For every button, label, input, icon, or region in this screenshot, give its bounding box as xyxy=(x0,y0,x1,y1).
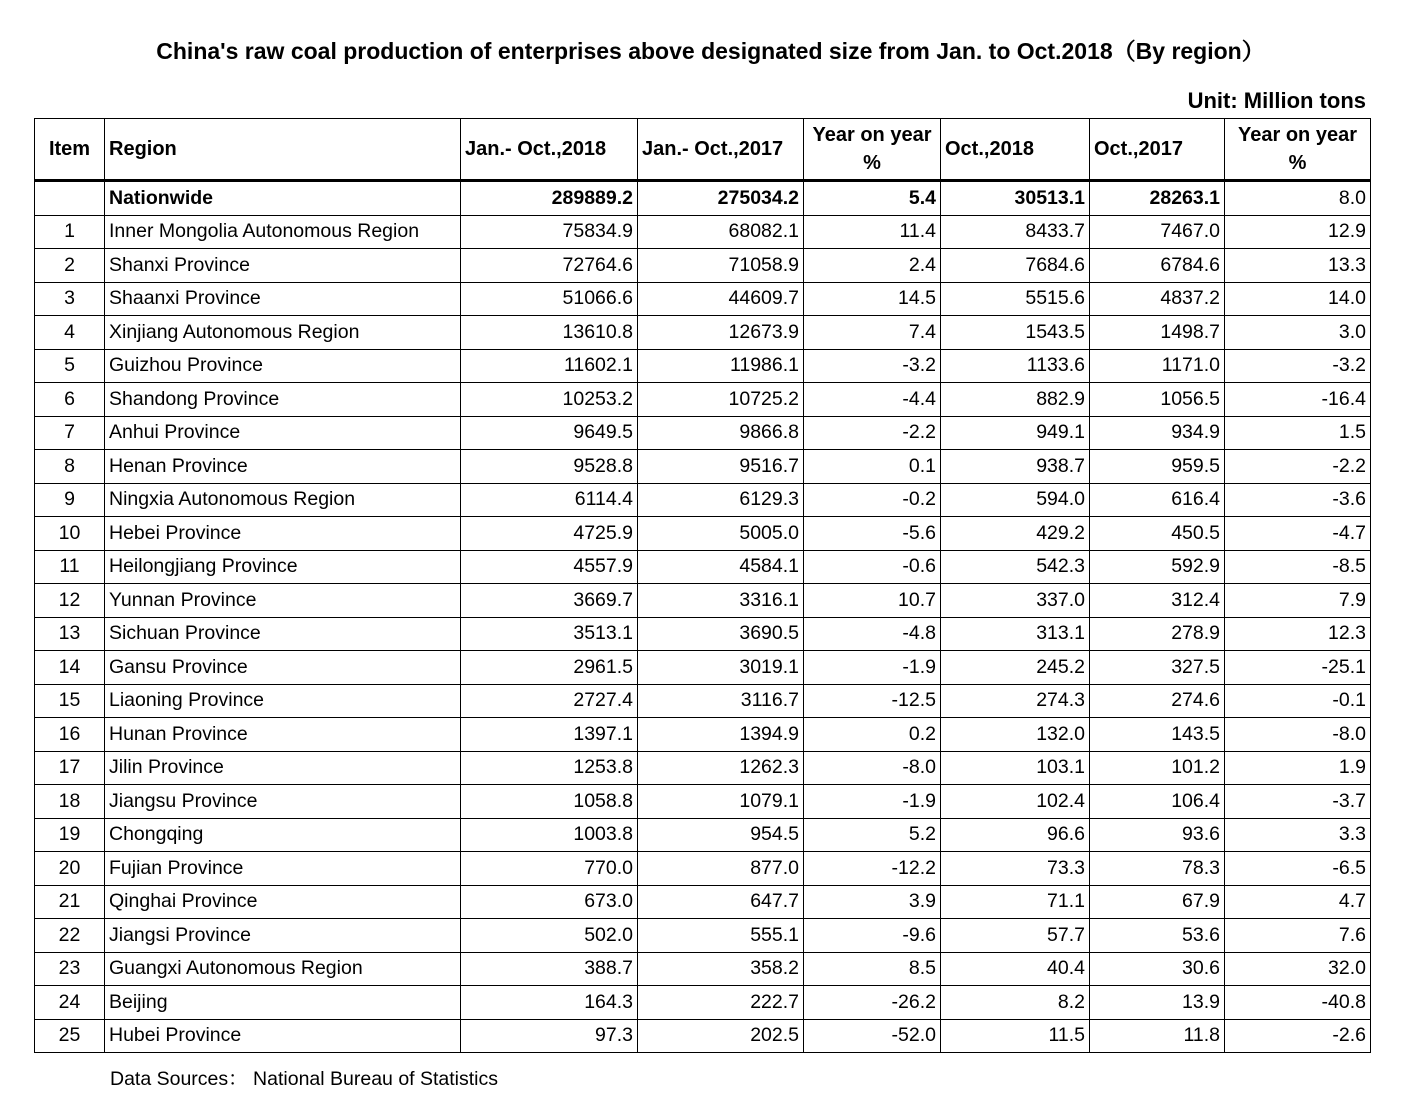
cell-yoy-monthly: -8.5 xyxy=(1225,550,1371,584)
cell-jan-oct-2017: 222.7 xyxy=(638,986,804,1020)
cell-yoy-cumulative: 3.9 xyxy=(804,885,941,919)
table-row xyxy=(35,450,1371,484)
table-row xyxy=(35,919,1371,953)
cell-jan-oct-2017: 954.5 xyxy=(638,818,804,852)
cell-oct-2017: 78.3 xyxy=(1090,852,1225,886)
cell-jan-oct-2018: 673.0 xyxy=(461,885,638,919)
cell-oct-2017: 30.6 xyxy=(1090,952,1225,986)
cell-jan-oct-2018: 9649.5 xyxy=(461,416,638,450)
table-row xyxy=(35,349,1371,383)
cell-oct-2018: 949.1 xyxy=(941,416,1090,450)
cell-yoy-cumulative: -3.2 xyxy=(804,349,941,383)
cell-oct-2017: 13.9 xyxy=(1090,986,1225,1020)
cell-oct-2017: 4837.2 xyxy=(1090,282,1225,316)
cell-yoy-monthly: -6.5 xyxy=(1225,852,1371,886)
cell-jan-oct-2017: 71058.9 xyxy=(638,249,804,283)
header-jan-oct-2018: Jan.- Oct.,2018 xyxy=(461,119,638,181)
cell-region: Xinjiang Autonomous Region xyxy=(105,316,461,350)
cell-region: Qinghai Province xyxy=(105,885,461,919)
cell-yoy-monthly: 14.0 xyxy=(1225,282,1371,316)
cell-yoy-monthly: -3.6 xyxy=(1225,483,1371,517)
cell-jan-oct-2018: 51066.6 xyxy=(461,282,638,316)
cell-oct-2018: 313.1 xyxy=(941,617,1090,651)
header-oct-2018: Oct.,2018 xyxy=(941,119,1090,181)
table-row xyxy=(35,818,1371,852)
cell-jan-oct-2018: 388.7 xyxy=(461,952,638,986)
cell-oct-2018: 96.6 xyxy=(941,818,1090,852)
cell-jan-oct-2018: 75834.9 xyxy=(461,215,638,249)
cell-yoy-cumulative: -4.8 xyxy=(804,617,941,651)
cell-yoy-cumulative: 5.2 xyxy=(804,818,941,852)
cell-yoy-monthly: -8.0 xyxy=(1225,718,1371,752)
cell-yoy-monthly: 7.9 xyxy=(1225,584,1371,618)
cell-item: 8 xyxy=(35,450,105,484)
table-row xyxy=(35,684,1371,718)
cell-jan-oct-2018: 289889.2 xyxy=(461,181,638,216)
cell-jan-oct-2017: 1394.9 xyxy=(638,718,804,752)
table-row xyxy=(35,383,1371,417)
table-row xyxy=(35,483,1371,517)
cell-item: 22 xyxy=(35,919,105,953)
cell-jan-oct-2018: 11602.1 xyxy=(461,349,638,383)
table-row xyxy=(35,584,1371,618)
cell-oct-2018: 938.7 xyxy=(941,450,1090,484)
cell-region: Sichuan Province xyxy=(105,617,461,651)
cell-yoy-monthly: -4.7 xyxy=(1225,517,1371,551)
cell-oct-2018: 337.0 xyxy=(941,584,1090,618)
cell-region: Henan Province xyxy=(105,450,461,484)
cell-jan-oct-2018: 3513.1 xyxy=(461,617,638,651)
cell-yoy-monthly: -40.8 xyxy=(1225,986,1371,1020)
cell-oct-2018: 11.5 xyxy=(941,1019,1090,1053)
cell-oct-2017: 934.9 xyxy=(1090,416,1225,450)
cell-oct-2017: 959.5 xyxy=(1090,450,1225,484)
data-source-note: Data Sources： National Bureau of Statistics xyxy=(110,1068,499,1090)
cell-oct-2018: 882.9 xyxy=(941,383,1090,417)
cell-region: Guizhou Province xyxy=(105,349,461,383)
cell-region: Jiangsu Province xyxy=(105,785,461,819)
cell-jan-oct-2018: 3669.7 xyxy=(461,584,638,618)
cell-jan-oct-2017: 68082.1 xyxy=(638,215,804,249)
cell-item: 7 xyxy=(35,416,105,450)
cell-yoy-monthly: 12.9 xyxy=(1225,215,1371,249)
cell-oct-2017: 6784.6 xyxy=(1090,249,1225,283)
cell-yoy-monthly: 4.7 xyxy=(1225,885,1371,919)
cell-yoy-cumulative: -4.4 xyxy=(804,383,941,417)
cell-item xyxy=(35,181,105,216)
table-row xyxy=(35,885,1371,919)
cell-oct-2017: 327.5 xyxy=(1090,651,1225,685)
cell-oct-2018: 8433.7 xyxy=(941,215,1090,249)
cell-yoy-monthly: 1.9 xyxy=(1225,751,1371,785)
cell-oct-2018: 245.2 xyxy=(941,651,1090,685)
cell-oct-2018: 1133.6 xyxy=(941,349,1090,383)
cell-item: 17 xyxy=(35,751,105,785)
cell-jan-oct-2017: 12673.9 xyxy=(638,316,804,350)
cell-yoy-cumulative: 14.5 xyxy=(804,282,941,316)
cell-item: 3 xyxy=(35,282,105,316)
header-jan-oct-2017: Jan.- Oct.,2017 xyxy=(638,119,804,181)
cell-region: Shaanxi Province xyxy=(105,282,461,316)
cell-jan-oct-2017: 9866.8 xyxy=(638,416,804,450)
table-row xyxy=(35,751,1371,785)
cell-jan-oct-2018: 1397.1 xyxy=(461,718,638,752)
cell-yoy-monthly: -3.2 xyxy=(1225,349,1371,383)
cell-oct-2017: 1498.7 xyxy=(1090,316,1225,350)
cell-oct-2018: 71.1 xyxy=(941,885,1090,919)
cell-region: Anhui Province xyxy=(105,416,461,450)
cell-yoy-monthly: -2.6 xyxy=(1225,1019,1371,1053)
cell-oct-2017: 7467.0 xyxy=(1090,215,1225,249)
cell-jan-oct-2017: 1262.3 xyxy=(638,751,804,785)
cell-yoy-cumulative: 2.4 xyxy=(804,249,941,283)
cell-oct-2017: 450.5 xyxy=(1090,517,1225,551)
cell-yoy-cumulative: -1.9 xyxy=(804,651,941,685)
cell-jan-oct-2018: 2727.4 xyxy=(461,684,638,718)
cell-jan-oct-2017: 5005.0 xyxy=(638,517,804,551)
cell-jan-oct-2017: 6129.3 xyxy=(638,483,804,517)
header-yoy-cumulative-line1: Year on year xyxy=(812,124,932,146)
cell-oct-2017: 101.2 xyxy=(1090,751,1225,785)
cell-region: Inner Mongolia Autonomous Region xyxy=(105,215,461,249)
cell-oct-2017: 274.6 xyxy=(1090,684,1225,718)
cell-oct-2018: 103.1 xyxy=(941,751,1090,785)
table-row xyxy=(35,550,1371,584)
cell-item: 24 xyxy=(35,986,105,1020)
cell-item: 4 xyxy=(35,316,105,350)
cell-yoy-cumulative: 10.7 xyxy=(804,584,941,618)
cell-region: Chongqing xyxy=(105,818,461,852)
cell-jan-oct-2018: 4725.9 xyxy=(461,517,638,551)
nationwide-row xyxy=(35,181,1371,216)
cell-yoy-monthly: 12.3 xyxy=(1225,617,1371,651)
cell-jan-oct-2017: 3019.1 xyxy=(638,651,804,685)
cell-oct-2018: 132.0 xyxy=(941,718,1090,752)
cell-yoy-cumulative: -9.6 xyxy=(804,919,941,953)
cell-oct-2018: 429.2 xyxy=(941,517,1090,551)
cell-region: Hubei Province xyxy=(105,1019,461,1053)
cell-jan-oct-2018: 502.0 xyxy=(461,919,638,953)
cell-region: Hunan Province xyxy=(105,718,461,752)
cell-oct-2018: 594.0 xyxy=(941,483,1090,517)
cell-jan-oct-2018: 13610.8 xyxy=(461,316,638,350)
cell-region: Beijing xyxy=(105,986,461,1020)
cell-yoy-cumulative: -12.5 xyxy=(804,684,941,718)
cell-item: 11 xyxy=(35,550,105,584)
cell-jan-oct-2018: 10253.2 xyxy=(461,383,638,417)
table-row xyxy=(35,416,1371,450)
cell-item: 1 xyxy=(35,215,105,249)
cell-yoy-monthly: -3.7 xyxy=(1225,785,1371,819)
cell-oct-2017: 28263.1 xyxy=(1090,181,1225,216)
cell-yoy-cumulative: -0.6 xyxy=(804,550,941,584)
cell-region: Guangxi Autonomous Region xyxy=(105,952,461,986)
cell-oct-2017: 592.9 xyxy=(1090,550,1225,584)
cell-oct-2017: 278.9 xyxy=(1090,617,1225,651)
cell-region: Gansu Province xyxy=(105,651,461,685)
cell-jan-oct-2017: 202.5 xyxy=(638,1019,804,1053)
cell-jan-oct-2018: 1253.8 xyxy=(461,751,638,785)
table-row xyxy=(35,986,1371,1020)
cell-yoy-cumulative: -1.9 xyxy=(804,785,941,819)
cell-jan-oct-2018: 6114.4 xyxy=(461,483,638,517)
cell-yoy-monthly: 32.0 xyxy=(1225,952,1371,986)
cell-oct-2017: 1171.0 xyxy=(1090,349,1225,383)
cell-jan-oct-2017: 3316.1 xyxy=(638,584,804,618)
unit-label: Unit: Million tons xyxy=(1187,88,1366,113)
cell-jan-oct-2017: 877.0 xyxy=(638,852,804,886)
cell-region: Shanxi Province xyxy=(105,249,461,283)
cell-oct-2017: 1056.5 xyxy=(1090,383,1225,417)
cell-jan-oct-2017: 11986.1 xyxy=(638,349,804,383)
table-row xyxy=(35,1019,1371,1053)
cell-region: Fujian Province xyxy=(105,852,461,886)
page-title: China's raw coal production of enterprises above designated size from Jan. to Oct.2018（By region） xyxy=(156,38,1265,64)
cell-yoy-monthly: -0.1 xyxy=(1225,684,1371,718)
cell-jan-oct-2017: 10725.2 xyxy=(638,383,804,417)
table-row xyxy=(35,852,1371,886)
header-yoy-monthly-line2: % xyxy=(1288,152,1307,174)
header-region: Region xyxy=(105,119,461,181)
cell-yoy-cumulative: 5.4 xyxy=(804,181,941,216)
cell-item: 25 xyxy=(35,1019,105,1053)
cell-yoy-cumulative: -8.0 xyxy=(804,751,941,785)
cell-jan-oct-2018: 4557.9 xyxy=(461,550,638,584)
cell-oct-2017: 53.6 xyxy=(1090,919,1225,953)
cell-item: 20 xyxy=(35,852,105,886)
cell-region: Shandong Province xyxy=(105,383,461,417)
table-row xyxy=(35,785,1371,819)
cell-item: 12 xyxy=(35,584,105,618)
cell-region: Liaoning Province xyxy=(105,684,461,718)
cell-item: 6 xyxy=(35,383,105,417)
cell-jan-oct-2018: 1058.8 xyxy=(461,785,638,819)
table-row xyxy=(35,215,1371,249)
table-row xyxy=(35,249,1371,283)
cell-jan-oct-2017: 358.2 xyxy=(638,952,804,986)
cell-jan-oct-2017: 4584.1 xyxy=(638,550,804,584)
cell-yoy-cumulative: -0.2 xyxy=(804,483,941,517)
table-row xyxy=(35,952,1371,986)
cell-yoy-cumulative: 7.4 xyxy=(804,316,941,350)
cell-jan-oct-2018: 164.3 xyxy=(461,986,638,1020)
header-yoy-cumulative xyxy=(804,119,941,181)
cell-oct-2017: 106.4 xyxy=(1090,785,1225,819)
cell-region: Jiangsi Province xyxy=(105,919,461,953)
cell-yoy-cumulative: -52.0 xyxy=(804,1019,941,1053)
cell-region: Hebei Province xyxy=(105,517,461,551)
cell-jan-oct-2017: 275034.2 xyxy=(638,181,804,216)
coal-production-table xyxy=(34,118,1371,1053)
header-yoy-monthly-line1: Year on year xyxy=(1238,124,1357,146)
cell-oct-2018: 8.2 xyxy=(941,986,1090,1020)
cell-oct-2017: 312.4 xyxy=(1090,584,1225,618)
cell-yoy-monthly: 3.0 xyxy=(1225,316,1371,350)
cell-yoy-cumulative: -5.6 xyxy=(804,517,941,551)
cell-item: 23 xyxy=(35,952,105,986)
cell-jan-oct-2017: 3116.7 xyxy=(638,684,804,718)
cell-yoy-cumulative: 0.2 xyxy=(804,718,941,752)
table-row xyxy=(35,316,1371,350)
cell-yoy-cumulative: -12.2 xyxy=(804,852,941,886)
cell-jan-oct-2017: 9516.7 xyxy=(638,450,804,484)
table-row xyxy=(35,651,1371,685)
cell-jan-oct-2018: 9528.8 xyxy=(461,450,638,484)
cell-jan-oct-2018: 2961.5 xyxy=(461,651,638,685)
cell-oct-2018: 274.3 xyxy=(941,684,1090,718)
header-item: Item xyxy=(35,119,105,181)
cell-oct-2018: 73.3 xyxy=(941,852,1090,886)
cell-yoy-cumulative: 8.5 xyxy=(804,952,941,986)
cell-jan-oct-2018: 72764.6 xyxy=(461,249,638,283)
cell-yoy-cumulative: 11.4 xyxy=(804,215,941,249)
cell-item: 10 xyxy=(35,517,105,551)
cell-yoy-monthly: -25.1 xyxy=(1225,651,1371,685)
cell-yoy-monthly: 1.5 xyxy=(1225,416,1371,450)
header-yoy-monthly xyxy=(1225,119,1371,181)
cell-yoy-monthly: 7.6 xyxy=(1225,919,1371,953)
cell-jan-oct-2017: 3690.5 xyxy=(638,617,804,651)
cell-jan-oct-2018: 1003.8 xyxy=(461,818,638,852)
cell-oct-2018: 7684.6 xyxy=(941,249,1090,283)
cell-region: Ningxia Autonomous Region xyxy=(105,483,461,517)
cell-jan-oct-2018: 770.0 xyxy=(461,852,638,886)
cell-oct-2017: 11.8 xyxy=(1090,1019,1225,1053)
cell-item: 16 xyxy=(35,718,105,752)
header-yoy-cumulative-line2: % xyxy=(863,152,881,174)
cell-item: 14 xyxy=(35,651,105,685)
cell-item: 9 xyxy=(35,483,105,517)
cell-jan-oct-2017: 1079.1 xyxy=(638,785,804,819)
cell-oct-2017: 93.6 xyxy=(1090,818,1225,852)
cell-oct-2018: 1543.5 xyxy=(941,316,1090,350)
cell-yoy-monthly: 3.3 xyxy=(1225,818,1371,852)
cell-region: Jilin Province xyxy=(105,751,461,785)
cell-jan-oct-2017: 647.7 xyxy=(638,885,804,919)
cell-item: 15 xyxy=(35,684,105,718)
cell-yoy-cumulative: -2.2 xyxy=(804,416,941,450)
cell-item: 18 xyxy=(35,785,105,819)
cell-yoy-monthly: -16.4 xyxy=(1225,383,1371,417)
cell-region: Nationwide xyxy=(105,181,461,216)
cell-oct-2018: 40.4 xyxy=(941,952,1090,986)
table-row xyxy=(35,718,1371,752)
cell-item: 13 xyxy=(35,617,105,651)
cell-oct-2017: 67.9 xyxy=(1090,885,1225,919)
cell-oct-2018: 30513.1 xyxy=(941,181,1090,216)
cell-item: 2 xyxy=(35,249,105,283)
cell-oct-2017: 143.5 xyxy=(1090,718,1225,752)
cell-yoy-monthly: 8.0 xyxy=(1225,181,1371,216)
header-row xyxy=(35,119,1371,181)
cell-region: Yunnan Province xyxy=(105,584,461,618)
table-row xyxy=(35,517,1371,551)
cell-item: 5 xyxy=(35,349,105,383)
header-oct-2017: Oct.,2017 xyxy=(1090,119,1225,181)
cell-oct-2018: 542.3 xyxy=(941,550,1090,584)
cell-jan-oct-2017: 555.1 xyxy=(638,919,804,953)
cell-jan-oct-2018: 97.3 xyxy=(461,1019,638,1053)
cell-oct-2018: 5515.6 xyxy=(941,282,1090,316)
cell-item: 21 xyxy=(35,885,105,919)
cell-region: Heilongjiang Province xyxy=(105,550,461,584)
cell-oct-2018: 57.7 xyxy=(941,919,1090,953)
cell-oct-2017: 616.4 xyxy=(1090,483,1225,517)
cell-yoy-monthly: -2.2 xyxy=(1225,450,1371,484)
table-row xyxy=(35,617,1371,651)
cell-yoy-cumulative: 0.1 xyxy=(804,450,941,484)
cell-item: 19 xyxy=(35,818,105,852)
cell-yoy-cumulative: -26.2 xyxy=(804,986,941,1020)
table-row xyxy=(35,282,1371,316)
cell-jan-oct-2017: 44609.7 xyxy=(638,282,804,316)
cell-oct-2018: 102.4 xyxy=(941,785,1090,819)
cell-yoy-monthly: 13.3 xyxy=(1225,249,1371,283)
